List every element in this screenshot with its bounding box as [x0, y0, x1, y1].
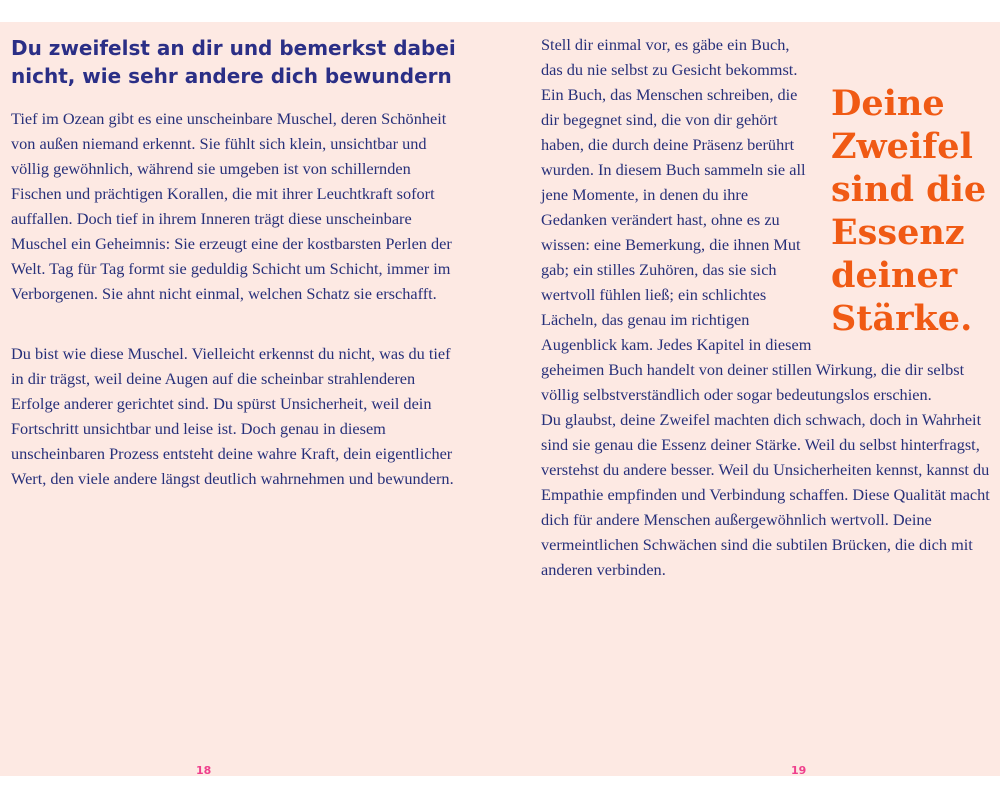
right-page	[500, 22, 1000, 776]
right-paragraph-1-block	[541, 32, 993, 407]
chapter-heading: Du zweifelst an dir und bemerkst dabei nicht, wie sehr andere dich bewundern	[11, 36, 456, 88]
right-paragraph-2: Du glaubst, deine Zweifel machten dich schwach, doch in Wahrheit sind sie genau die Essenz deiner Stärke. Weil du selbst hinterfragst, verstehst du andere besser. Weil du Unsicherheiten kennst, kannst du Empathie empfinden und Verbindung schaffen. Diese Qualität macht dich für andere Menschen außergewöhnlich wertvoll. Deine vermeintlichen Schwächen sind die subtilen Brücken, die dich mit anderen verbinden.	[541, 410, 990, 579]
right-paragraph-1: Stell dir einmal vor, es gäbe ein Buch, das du nie selbst zu Gesicht bekommst. Ein Buch, das Menschen schreiben, die dir begegnet sind, die von dir gehört haben, die durch deine Präsenz berührt wurden. In diesem Buch sammeln sie all jene Momente, in denen du ihre Gedanken verändert hast, ohne es zu wissen: eine Bemerkung, die ihnen Mut gab; ein stilles Zuhören, das sie sich wertvoll fühlen ließ; ein schlichtes Lächeln, das genau im richtigen Augenblick kam. Jedes Kapitel in diesem geheimen Buch handelt von deiner stillen Wirkung, die dir selbst völlig selbstverständlich oder sogar bedeutungslos erschien.	[541, 35, 965, 404]
left-page	[0, 22, 500, 776]
page-number-right: 19	[791, 764, 807, 777]
left-paragraph-2: Du bist wie diese Muschel. Vielleicht erkennst du nicht, was du tief in dir trägst, weil deine Augen auf die scheinbar strahlenderen Erfolge anderer gerichtet sind. Du spürst Unsicherheit, weil dein Fortschritt unsichtbar und leise ist. Doch genau in diesem unscheinbaren Prozess entsteht deine wahre Kraft, dein eigentlicher Wert, den viele andere längst deutlich wahrnehmen und bewundern.	[11, 344, 454, 488]
left-paragraph-1: Tief im Ozean gibt es eine unscheinbare Muschel, deren Schönheit von außen niemand erkennt. Sie fühlt sich klein, unsichtbar und völlig gewöhnlich, während sie umgeben ist von schillernden Fischen und prächtigen Korallen, die mit ihrer Leuchtkraft sofort auffallen. Doch tief in ihrem Inneren trägt diese unscheinbare Muschel ein Geheimnis: Sie erzeugt eine der kostbarsten Perlen der Welt. Tag für Tag formt sie geduldig Schicht um Schicht, immer im Verborgenen. Sie ahnt nicht einmal, welchen Schatz sie erschafft.	[11, 109, 452, 303]
page-number-left: 18	[196, 764, 212, 777]
book-spread	[0, 22, 1000, 776]
pull-quote: Deine Zweifel sind die Essenz deiner Stärke.	[831, 83, 987, 339]
